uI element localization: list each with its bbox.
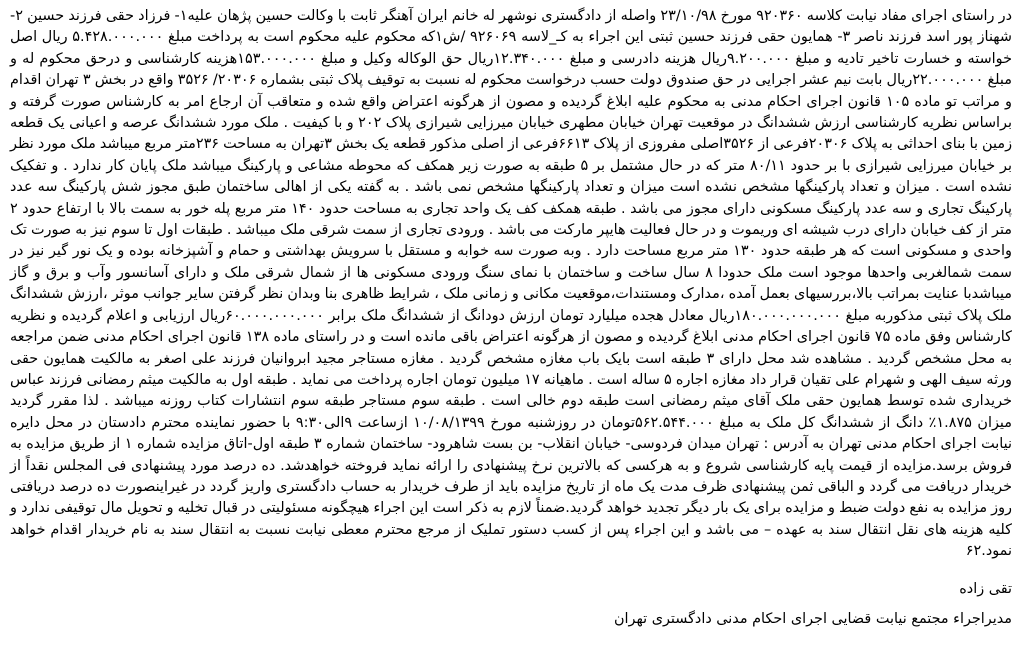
signer-name: تقی زاده [959, 580, 1012, 597]
notice-body-text: در راستای اجرای مفاد نیابت کلاسه ۹۲۰۳۶۰ مورخ ۲۳/۱۰/۹۸ واصله از دادگستری نوشهر له خانم ایران آهنگر ثابت با وکالت حسین پژهان علیه۱- فرزاد حقی فرزند حسین ۲- شهناز پور اسد فرزند ناصر ۳- همایون حقی فرزند حسین ثبتی این اجراء به کـ_لاسه ۹۲۶۰۶۹ /ش۱که محکوم علیه محکوم است به پرداخت مبلغ ۵.۴۲۸.۰۰۰.۰۰۰ ریال اصل خواسته و خسارت تاخیر تادیه و مبلغ ۹.۲۰۰.۰۰۰ریال هزینه دادرسی و مبلغ ۱۲.۳۴۰.۰۰۰ریال حق الوکاله وکیل و مبلغ ۱۵۳.۰۰۰.۰۰۰هزینه کارشناسی و درحق محکوم له و مبلغ ۲۲.۰۰۰.۰۰۰ریال بابت نیم عشر اجرایی در حق صندوق دولت حسب درخواست محکوم له نسبت به توقیف پلاک ثبتی بشماره ۲۰۳۰۶/ ۳۵۲۶ واقع در بخش ۳ تهران اقدام و مراتب تو ماده ۱۰۵ قانون اجرای احکام مدنی به محکوم علیه ابلاغ گردیده و مصون از هرگونه اعتراض واقع شده و متعاقب آن ارجاع امر به کارشناس صورت گرفته و براساس نظریه کارشناسی ارزش ششدانگ در موقعیت تهران خیابان مطهری خیابان میرزایی شیرازی پلاک ۲۰۲ و با کیفیت . ملک مورد ششدانگ عرصه و اعیانی یک قطعه زمین با بنای احداثی به پلاک ۲۰۳۰۶فرعی از ۳۵۲۶اصلی مفروزی از پلاک ۶۶۱۳فرعی از اصلی مذکور قطعه یک بخش ۳تهران به مساحت ۲۳۶متر مربع میباشد ملک مورد نظر بر خیابان میرزایی شیرازی با بر حدود ۸۰/۱۱ متر که در حال مشتمل بر ۵ طبقه به صورت زیر همکف که محوطه مشاعی و پارکینگ میباشد ملک پایان کار ندارد . و تفکیک نشده است . میزان و تعداد پارکینگها مشخص نشده است میزان و تعداد پارکینگها مشخص نمی باشد . به گفته یکی از اهالی ساختمان طبق مجوز شش پارکینگ سه عدد پارکینگ تجاری و سه عدد پارکینگ مسکونی دارای مجوز می باشد . طبقه همکف کف یک واحد تجاری به مساحت حدود ۱۴۰ متر مربع پله خور به سمت بالا با ارتفاع حدود ۲ متر از کف خیابان دارای درب شیشه ای وریموت و در حال فعالیت هایپر مارکت می باشد . ورودی تجاری از سمت شرقی ملک میباشد . طبقات اول تا سوم نیز به صورت تک واحدی و مسکونی است که هر طبقه حدود ۱۳۰ متر مربع مساحت دارد . وبه صورت سه خوابه و مستقل با سرویش بهداشتی و حمام و آشپزخانه بوده و یک نور گیر نیز در سمت شمالغربی واحدها موجود است ملک حدودا ۸ سال ساخت و ساختمان با نمای سنگ ورودی مسکونی ها از شمال شرقی ملک و دارای آسانسور وآب و برق و گاز میباشدبا عنایت بمراتب بالا،بررسیهای بعمل آمده ،مدارک ومستندات،موقعیت مکانی و زمانی ملک ، شرایط ظاهری بنا وبدان نظر گرفتن سایر جوانب موثر ،ارزش ششدانگ ملک پلاک ثبتی مذکوربه مبلغ ۱۸۰.۰۰۰.۰۰۰.۰۰۰ریال معادل هجده میلیارد تومان ارزش دودانگ از ششدانگ ملک برابر ۶۰.۰۰۰.۰۰۰.۰۰۰ریال ارزیابی و اعلام گردیده و نظریه کارشناس وفق ماده ۷۵ قانون اجرای احکام مدنی ابلاغ گردیده و مصون از هرگونه اعتراض باقی مانده است و در راستای ماده ۱۳۸ قانون اجرای احکام مدنی ضمن مراجعه به محل مشخص گردید . مشاهده شد محل دارای ۳ طبقه است بایک باب مغازه مشخص گردید . مغازه مستاجر مجید ابروانیان فرزند علی اصغر به مالکیت همایون حقی ورثه سیف الهی و شهرام علی تقیان قرار داد مغازه اجاره ۵ ساله است . ماهیانه ۱۷ میلیون تومان اجاره پرداخت می نماید . طبقه اول به مالکیت میثم رمضانی فرزند عباس خریداری شده توسط همایون حقی ملک آقای میثم رمضانی است طبقه دوم خالی است . طبقه سوم مستاجر طبقه سوم انتشارات کتاب روزنه میباشد . لذا مقرر گردید میزان ۱.۸۷۵٪ دانگ از ششدانگ کل ملک به مبلغ ۵۶۲.۵۴۴.۰۰۰تومان در روزشنبه مورخ ۱۰/۰۸/۱۳۹۹ ازساعت ۹الی۹:۳۰ با حضور نماینده محترم دادستان در محل دایره نیابت اجرای احکام مدنی تهران به آدرس : تهران میدان فردوسی- خیابان انقلاب- بن بست شاهرود- ساختمان شماره ۳ طبقه اول-اتاق مزایده شماره ۱ از طریق مزایده به فروش برسد.مزایده از قیمت پایه کارشناسی شروع و به هرکسی که بالاترین نرخ پیشنهادی را ارائه نماید فروخته خواهدشد. ده درصد مورد پیشنهادی فی المجلس نقداً از خریدار دریافت می گردد و الباقی ثمن پیشنهادی ظرف مدت یک ماه از تاریخ مزایده باید از طرف خریدار به حساب دادگستری واریز گردد در غیراینصورت ده درصد دریافتی روز مزایده به نفع دولت ضبط و مزایده برای یک بار دیگر تجدید خواهد گردید.ضمناً لازم به ذکر است این اجراء هیچگونه مسئولیتی در قبال تخلیه و تحویل مال توقیفی ندارد و کلیه هزینه های نقل انتقال سند به عهده – می باشد و این اجراء پس از کسب دستور تملیک از مرجع محترم معطی نیابت نسبت به انتقال سند به نام خریدار اقدام خواهد نمود.۶۲ [10, 8, 1013, 560]
signer-title: مدیراجراء مجتمع نیابت قضایی اجرای احکام مدنی دادگستری تهران [613, 610, 1012, 627]
signature-block [10, 579, 1012, 629]
